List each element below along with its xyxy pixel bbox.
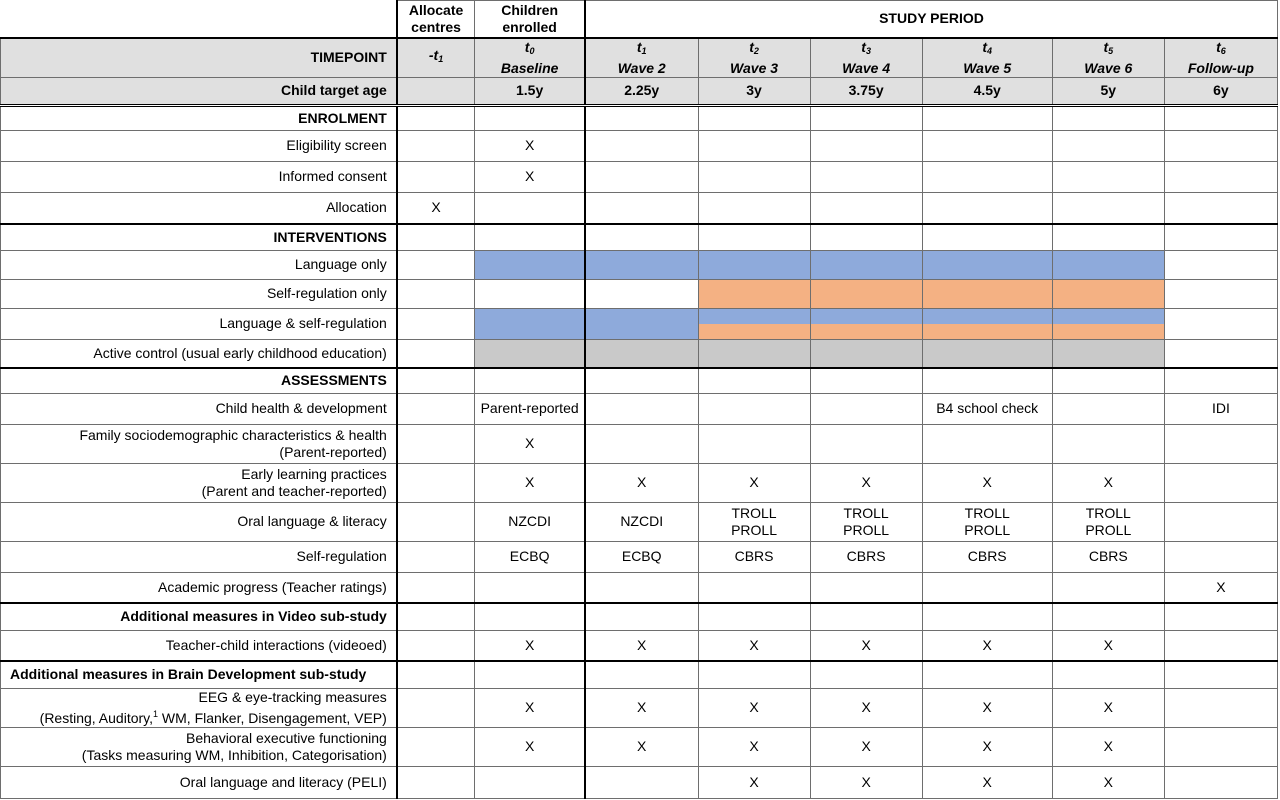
peli-wave5: X (922, 766, 1052, 798)
early-learning-line1: Early learning practices (241, 465, 387, 482)
tp-2-t: t (636, 38, 642, 55)
behavioral-wave2: X (585, 727, 698, 766)
early-learning-label (1, 463, 397, 502)
control-bar-baseline (475, 339, 585, 368)
teacher-child-wave5: X (922, 630, 1052, 661)
early-learning-wave4: X (810, 463, 922, 502)
eeg-label-line1: EEG & eye-tracking measures (198, 688, 387, 705)
selfreg-row (1, 541, 1278, 572)
allocate-header-line2: centres (411, 18, 461, 35)
both-label: Language & self-regulation (1, 308, 397, 339)
oral-wave6 (1052, 502, 1164, 541)
language-only-label: Language only (1, 250, 397, 279)
both-bar-wave4 (810, 308, 922, 339)
both-bar-baseline (475, 308, 585, 339)
interventions-title: INTERVENTIONS (1, 224, 397, 250)
interventions-title-row (1, 224, 1278, 250)
enrolled-header-line1: Children (501, 1, 559, 18)
family-row (1, 424, 1278, 463)
child-health-row (1, 393, 1278, 424)
tp-7-sub: 6 (1220, 45, 1226, 56)
oral-label: Oral language & literacy (1, 502, 397, 541)
oral-wave4 (810, 502, 922, 541)
allocation-label: Allocation (1, 192, 397, 224)
eeg-wave3: X (698, 688, 810, 727)
allocate-header (397, 1, 475, 38)
timepoint-row (1, 38, 1278, 78)
age-followup: 6y (1164, 77, 1277, 105)
behavioral-label-line1: Behavioral executive functioning (186, 729, 387, 746)
control-bar-wave5 (922, 339, 1052, 368)
language-bar-wave5 (922, 250, 1052, 279)
age-wave2: 2.25y (585, 77, 698, 105)
oral-wave5 (922, 502, 1052, 541)
eligibility-row (1, 130, 1278, 161)
both-bar-wave5 (922, 308, 1052, 339)
teacher-child-row (1, 630, 1278, 661)
timepoint-alloc (397, 38, 475, 78)
control-label: Active control (usual early childhood education) (1, 339, 397, 368)
behavioral-row (1, 727, 1278, 766)
selfreg-bar-wave6 (1052, 279, 1164, 308)
enrolled-header-line2: enrolled (502, 18, 557, 35)
blank-header-cell (1, 1, 397, 38)
selfreg-bar-wave5 (922, 279, 1052, 308)
language-bar-baseline (475, 250, 585, 279)
tp-0-sub: 1 (438, 54, 444, 64)
video-title: Additional measures in Video sub-study (1, 603, 397, 630)
age-wave3: 3y (698, 77, 810, 105)
enrolment-title: ENROLMENT (1, 105, 397, 130)
eeg-wave2: X (585, 688, 698, 727)
oral-wave2: NZCDI (585, 502, 698, 541)
eeg-label (1, 688, 397, 727)
tp-1-t: t (524, 38, 530, 55)
assessments-title: ASSESSMENTS (1, 368, 397, 393)
age-wave5: 4.5y (922, 77, 1052, 105)
age-baseline: 1.5y (475, 77, 585, 105)
teacher-child-label: Teacher-child interactions (videoed) (1, 630, 397, 661)
assessments-title-row (1, 368, 1278, 393)
oral-wave4-proll: PROLL (843, 521, 890, 538)
selfreg-label: Self-regulation (1, 541, 397, 572)
timepoint-wave3 (698, 38, 810, 78)
brain-title: Additional measures in Brain Development sub-study (1, 661, 397, 688)
behavioral-label-line2: (Tasks measuring WM, Inhibition, Categorisation) (81, 746, 387, 763)
teacher-child-wave6: X (1052, 630, 1164, 661)
control-bar-wave2 (585, 339, 698, 368)
family-label (1, 424, 397, 463)
eeg-label-line2a: (Resting, Auditory, (39, 709, 154, 726)
eeg-wave5: X (922, 688, 1052, 727)
behavioral-wave5: X (922, 727, 1052, 766)
both-bar-wave6 (1052, 308, 1164, 339)
timepoint-wave5 (922, 38, 1052, 78)
teacher-child-wave4: X (810, 630, 922, 661)
behavioral-wave4: X (810, 727, 922, 766)
behavioral-baseline: X (475, 727, 585, 766)
control-bar-wave3 (698, 339, 810, 368)
tp-5-name: Wave 5 (963, 59, 1012, 76)
oral-wave3-proll: PROLL (731, 521, 777, 538)
age-alloc (397, 77, 475, 105)
tp-6-name: Wave 6 (1084, 59, 1133, 76)
selfreg-wave4: CBRS (810, 541, 922, 572)
language-only-row (1, 250, 1278, 279)
tp-5-t: t (982, 38, 988, 55)
tp-4-name: Wave 4 (842, 59, 891, 76)
peli-wave3: X (698, 766, 810, 798)
early-learning-baseline: X (475, 463, 585, 502)
oral-wave3-troll: TROLL (731, 504, 777, 521)
academic-row (1, 572, 1278, 603)
early-learning-wave2: X (585, 463, 698, 502)
control-bar-wave6 (1052, 339, 1164, 368)
family-label-line1: Family sociodemographic characteristics & health (79, 426, 387, 443)
consent-row (1, 161, 1278, 192)
selfreg-wave3: CBRS (698, 541, 810, 572)
oral-wave6-troll: TROLL (1085, 504, 1131, 521)
selfreg-only-label: Self-regulation only (1, 279, 397, 308)
oral-wave4-troll: TROLL (843, 504, 889, 521)
both-bar-wave3 (698, 308, 810, 339)
tp-6-t: t (1103, 38, 1109, 55)
selfreg-bar-wave4 (810, 279, 922, 308)
tp-6-sub: 5 (1108, 45, 1114, 56)
tp-3-sub: 2 (753, 45, 759, 56)
behavioral-wave3: X (698, 727, 810, 766)
allocation-mark: X (397, 192, 475, 224)
video-title-row (1, 603, 1278, 630)
tp-5-sub: 4 (987, 45, 993, 56)
eeg-wave6: X (1052, 688, 1164, 727)
oral-wave3 (698, 502, 810, 541)
oral-wave5-troll: TROLL (964, 504, 1010, 521)
selfreg-bar-wave3 (698, 279, 810, 308)
behavioral-wave6: X (1052, 727, 1164, 766)
selfreg-wave5: CBRS (922, 541, 1052, 572)
allocate-header-line1: Allocate (408, 1, 464, 18)
timepoint-wave6 (1052, 38, 1164, 78)
academic-followup: X (1164, 572, 1277, 603)
age-row (1, 77, 1278, 105)
control-row (1, 339, 1278, 368)
eeg-wave4: X (810, 688, 922, 727)
age-wave6: 5y (1052, 77, 1164, 105)
tp-1-name: Baseline (500, 59, 559, 76)
enrolment-title-row (1, 105, 1278, 130)
language-bar-wave6 (1052, 250, 1164, 279)
allocation-row (1, 192, 1278, 224)
child-health-label: Child health & development (1, 393, 397, 424)
age-wave4: 3.75y (810, 77, 922, 105)
child-health-followup: IDI (1164, 393, 1277, 424)
eeg-footnote: 1 (153, 708, 159, 719)
eeg-baseline: X (475, 688, 585, 727)
oral-wave6-proll: PROLL (1085, 521, 1132, 538)
language-bar-wave2 (585, 250, 698, 279)
peli-row (1, 766, 1278, 798)
control-bar-wave4 (810, 339, 922, 368)
study-period-header: STUDY PERIOD (585, 1, 1278, 38)
tp-2-sub: 1 (641, 45, 647, 56)
brain-title-row (1, 661, 1278, 688)
early-learning-line2: (Parent and teacher-reported) (201, 482, 387, 499)
both-bar-wave2 (585, 308, 698, 339)
tp-4-sub: 3 (865, 45, 871, 56)
tp-1-sub: 0 (529, 45, 535, 56)
consent-label: Informed consent (1, 161, 397, 192)
timepoint-wave2 (585, 38, 698, 78)
selfreg-only-row (1, 279, 1278, 308)
eeg-label-line2b: WM, Flanker, Disengagement, VEP) (158, 709, 387, 726)
timepoint-wave4 (810, 38, 922, 78)
selfreg-baseline: ECBQ (475, 541, 585, 572)
selfreg-wave6: CBRS (1052, 541, 1164, 572)
oral-row (1, 502, 1278, 541)
selfreg-wave2: ECBQ (585, 541, 698, 572)
teacher-child-baseline: X (475, 630, 585, 661)
timepoint-label: TIMEPOINT (1, 38, 397, 78)
both-row (1, 308, 1278, 339)
early-learning-wave3: X (698, 463, 810, 502)
family-mark: X (475, 424, 585, 463)
oral-baseline: NZCDI (475, 502, 585, 541)
enrolled-header (475, 1, 585, 38)
language-bar-wave4 (810, 250, 922, 279)
eligibility-mark: X (475, 130, 585, 161)
early-learning-wave5: X (922, 463, 1052, 502)
tp-7-name: Follow-up (1187, 59, 1254, 76)
age-label: Child target age (1, 77, 397, 105)
early-learning-wave6: X (1052, 463, 1164, 502)
timepoint-baseline (475, 38, 585, 78)
peli-label: Oral language and literacy (PELI) (1, 766, 397, 798)
teacher-child-wave3: X (698, 630, 810, 661)
early-learning-row (1, 463, 1278, 502)
academic-label: Academic progress (Teacher ratings) (1, 572, 397, 603)
timepoint-followup (1164, 38, 1277, 78)
tp-4-t: t (861, 38, 866, 55)
language-bar-wave3 (698, 250, 810, 279)
family-label-line2: (Parent-reported) (279, 443, 387, 460)
tp-3-t: t (749, 38, 754, 55)
behavioral-label (1, 727, 397, 766)
header-row-top (1, 1, 1278, 38)
eligibility-label: Eligibility screen (1, 130, 397, 161)
child-health-wave5: B4 school check (922, 393, 1052, 424)
child-health-baseline: Parent-reported (475, 393, 585, 424)
eeg-row (1, 688, 1278, 727)
tp-7-t: t (1216, 38, 1221, 55)
consent-mark: X (475, 161, 585, 192)
oral-wave5-proll: PROLL (964, 521, 1011, 538)
teacher-child-wave2: X (585, 630, 698, 661)
peli-wave4: X (810, 766, 922, 798)
peli-wave6: X (1052, 766, 1164, 798)
tp-2-name: Wave 2 (617, 59, 666, 76)
tp-3-name: Wave 3 (730, 59, 779, 76)
tp-0-t: -t (428, 47, 439, 63)
